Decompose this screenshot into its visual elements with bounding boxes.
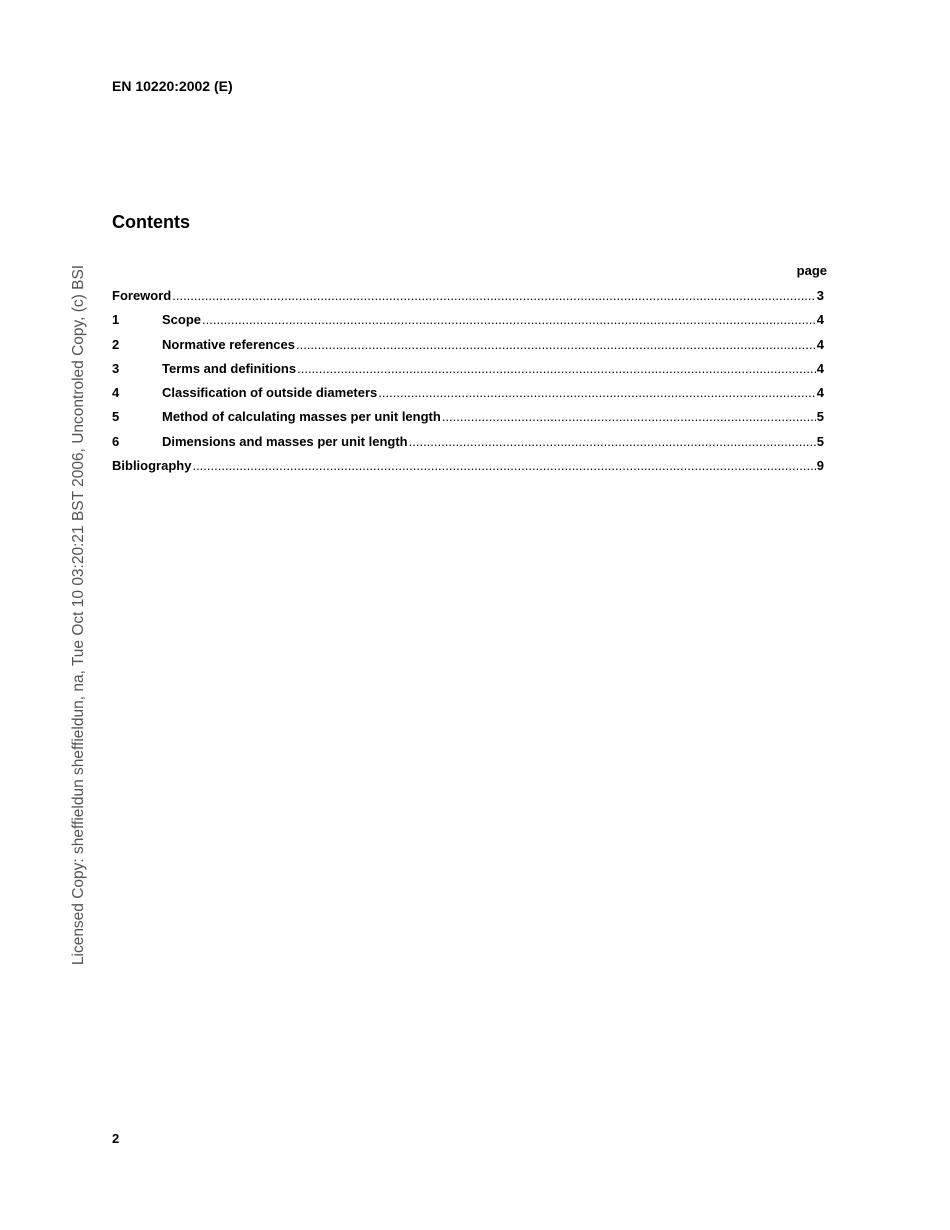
toc-dot-leader xyxy=(409,434,816,450)
contents-title: Contents xyxy=(112,212,190,232)
toc-dot-leader xyxy=(202,312,816,328)
toc-dot-leader xyxy=(378,385,815,401)
document-id: EN 10220:2002 (E) xyxy=(112,78,233,94)
toc-dot-leader xyxy=(296,337,816,353)
toc-entry-title: Terms and definitions xyxy=(162,360,297,376)
toc-entry-foreword[interactable] xyxy=(112,288,824,312)
toc-entry-page: 3 xyxy=(816,288,824,303)
toc-entry-normative-references[interactable] xyxy=(112,337,824,361)
page-column-label: page xyxy=(796,263,827,278)
toc-entry-number: 3 xyxy=(112,360,120,376)
toc-dot-leader xyxy=(297,361,816,377)
toc-entry-title: Dimensions and masses per unit length xyxy=(162,433,408,449)
toc-entry-number: 1 xyxy=(112,312,120,328)
toc-dot-leader xyxy=(442,409,816,425)
toc-entry-title: Foreword xyxy=(112,288,172,303)
toc-dot-leader xyxy=(172,288,816,304)
license-watermark: Licensed Copy: sheffieldun sheffieldun, na, Tue Oct 10 03:20:21 BST 2006, Uncontroled Copy, (c) BSI xyxy=(70,264,87,966)
toc-entry-bibliography[interactable] xyxy=(112,458,824,482)
toc-entry-page: 9 xyxy=(816,458,824,474)
toc-entry-page: 4 xyxy=(816,336,824,352)
toc-entry-page: 4 xyxy=(816,312,824,328)
toc-entry-title: Normative references xyxy=(162,336,295,352)
toc-entry-title: Bibliography xyxy=(112,458,192,474)
toc-entry-method-of-calculating[interactable] xyxy=(112,409,824,433)
toc-entry-number: 2 xyxy=(112,336,120,352)
toc-entry-scope[interactable] xyxy=(112,312,824,336)
toc-entry-page: 5 xyxy=(816,409,824,425)
toc-entry-number: 4 xyxy=(112,385,120,401)
toc-entry-classification[interactable] xyxy=(112,385,824,409)
toc-entry-title: Method of calculating masses per unit length xyxy=(162,409,441,425)
toc-entry-title: Scope xyxy=(162,312,202,328)
toc-entry-number: 6 xyxy=(112,433,120,449)
table-of-contents xyxy=(112,288,824,482)
toc-entry-page: 5 xyxy=(816,433,824,449)
toc-entry-dimensions-and-masses[interactable] xyxy=(112,434,824,458)
toc-entry-title: Classification of outside diameters xyxy=(162,385,378,401)
toc-entry-terms-and-definitions[interactable] xyxy=(112,361,824,385)
toc-entry-page: 4 xyxy=(816,385,824,401)
page-number: 2 xyxy=(112,1131,120,1146)
toc-dot-leader xyxy=(192,458,815,474)
toc-entry-number: 5 xyxy=(112,409,120,425)
toc-entry-page: 4 xyxy=(816,360,824,376)
